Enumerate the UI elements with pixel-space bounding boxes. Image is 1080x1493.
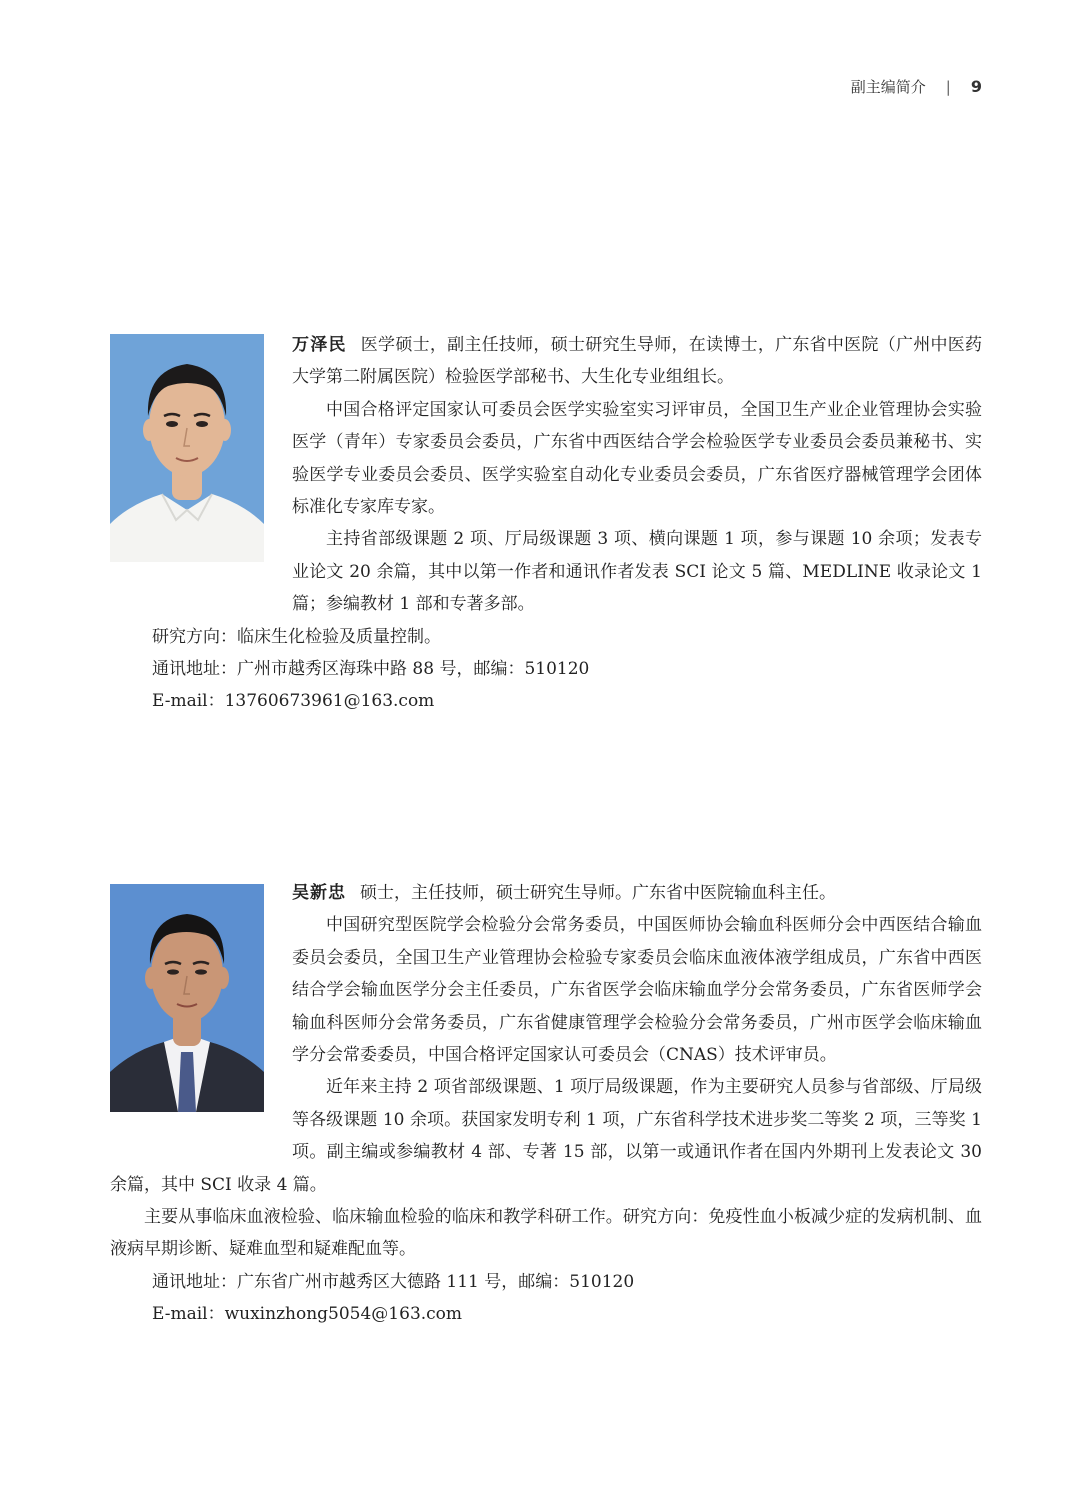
bio-achievements-2: 近年来主持 2 项省部级课题、1 项厅局级课题，作为主要研究人员参与省部级、厅局级等各级课题 10 余项。获国家发明专利 1 项，广东省科学技术进步奖二等奖 2 项，三等奖 1 项。副主编或参编教材 4 部、专著 15 部，以第一或通讯作者在国内外期刊上发表论文 30 余篇，其中 SCI 收录 4 篇。 — [110, 1077, 982, 1195]
bio-roles-1: 中国合格评定国家认可委员会医学实验室实习评审员，全国卫生产业企业管理协会实验医学（青年）专家委员会委员，广东省中西医结合学会检验医学专业委员会委员兼秘书、实验医学专业委员会委员、医学实验室自动化专业委员会委员，广东省医疗器械管理学会团体标准化专家库专家。 — [292, 399, 982, 518]
person-name-1: 万泽民 — [292, 335, 347, 355]
page-number: 9 — [970, 77, 982, 96]
mailing-address-1: 通讯地址：广州市越秀区海珠中路 88 号，邮编：510120 — [152, 659, 590, 680]
mailing-address-2: 通讯地址：广东省广州市越秀区大德路 111 号，邮编：510120 — [152, 1271, 635, 1292]
email-2: E-mail：wuxinzhong5054@163.com — [152, 1304, 463, 1325]
bio-roles-2: 中国研究型医院学会检验分会常务委员，中国医师协会输血科医师分会中西医结合输血委员会委员，全国卫生产业管理协会检验专家委员会临床血液体液学组成员，广东省中西医结合学会输血医学分会主任委员，广东省医学会临床输血学分会常务委员，广东省医师学会输血科医师分会常务委员，广东省健康管理学会检验分会常务委员，广州市医学会临床输血学分会常委委员，中国合格评定国家认可委员会（CNAS）技术评审员。 — [292, 915, 982, 1066]
running-header — [851, 76, 982, 97]
bio-achievements-1: 主持省部级课题 2 项、厅局级课题 3 项、横向课题 1 项，参与课题 10 余项；发表专业论文 20 余篇，其中以第一作者和通讯作者发表 SCI 论文 5 篇、MEDLINE 收录论文 1 篇；参编教材 1 部和专著多部。 — [292, 529, 982, 615]
email-1: E-mail：13760673961@163.com — [152, 691, 435, 712]
person-name-2: 吴新忠 — [292, 883, 346, 903]
research-direction-1: 研究方向：临床生化检验及质量控制。 — [152, 626, 441, 647]
bio-section-1 — [110, 329, 982, 718]
header-separator: | — [945, 77, 951, 96]
bio-intro-2: 吴新忠 硕士，主任技师，硕士研究生导师。广东省中医院输血科主任。 — [292, 883, 836, 903]
research-direction-2: 主要从事临床血液检验、临床输血检验的临床和教学科研工作。研究方向：免疫性血小板减少症的发病机制、血液病早期诊断、疑难血型和疑难配血等。 — [110, 1207, 982, 1260]
bio-section-2 — [110, 877, 982, 1331]
bio-intro-1: 万泽民 医学硕士，副主任技师，硕士研究生导师，在读博士，广东省中医院（广州中医药大学第二附属医院）检验医学部秘书、大生化专业组组长。 — [292, 335, 983, 388]
section-title: 副主编简介 — [850, 78, 926, 96]
